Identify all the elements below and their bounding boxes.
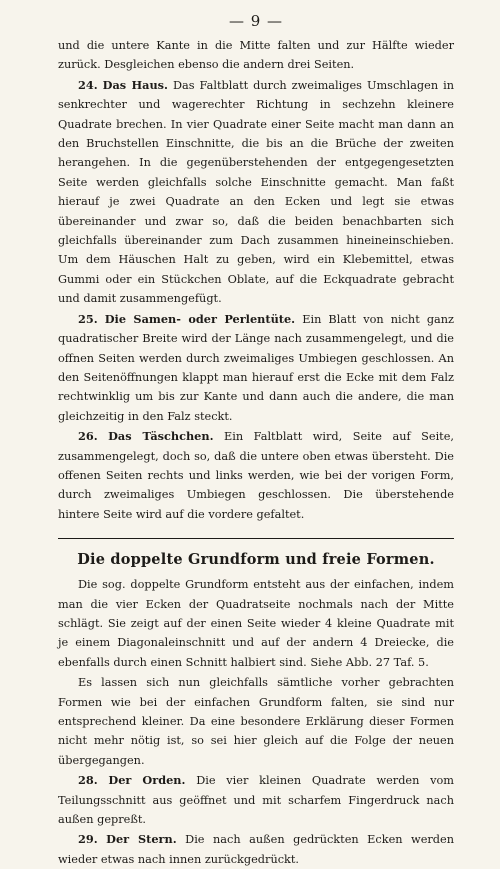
section-number: 28. — [78, 773, 98, 788]
section-number: 29. — [78, 832, 98, 847]
section-29 — [58, 830, 454, 869]
section-24 — [58, 76, 454, 309]
section-28 — [58, 771, 454, 829]
intro-paragraph: und die untere Kante in die Mitte falten und zur Hälfte wieder zurück. Desgleichen ebenso die andern drei Seiten. — [58, 39, 454, 72]
section-heading: Der Stern. — [106, 832, 177, 847]
paragraph-doppelte-grundform: Die sog. doppelte Grundform entsteht aus der einfachen, indem man die vier Ecken der Quadratseite nochmals nach der Mitte schlägt. Sie zeigt auf der einen Seite wieder 4 kleine Quadrate mit je einem Diagonaleinschnitt und auf der andern 4 Dreiecke, die ebenfalls durch einen Schnitt halbiert sind. Siehe Abb. 27 Taf. 5. — [58, 578, 454, 669]
section-number: 24. — [78, 77, 98, 92]
section-heading: Das Täschchen. — [108, 429, 214, 444]
section-number: 26. — [78, 429, 98, 444]
section-heading: Die Samen- oder Perlentüte. — [104, 311, 296, 326]
section-heading: Das Haus. — [102, 77, 168, 92]
page-number: — 9 — — [228, 12, 284, 30]
section-25 — [58, 310, 454, 426]
section-text: Ein Faltblatt wird, Seite auf Seite, zusammengelegt, doch so, daß die untere oben etwas übersteht. Die offenen Seiten rechts und links werden, wie bei der vorigen Form, durch zweimaliges Umbiegen geschlossen. Die überstehende hintere Seite wird auf die vordere gefaltet. — [58, 430, 455, 521]
section-heading: Der Orden. — [108, 773, 186, 788]
section-text: Das Faltblatt durch zweimaliges Umschlagen in senkrechter und wagerechter Richtung in sechzehn kleinere Quadrate brechen. In vier Quadrate einer Seite macht man dann an den Bruchstellen Einschnitte, die bis an die Brüche der zweiten herangehen. In die gegenüberstehenden der entgegengesetzten Seite werden gleichfalls solche Einschnitte gemacht. Man faßt hierauf je zwei Quadrate an den Ecken und legt sie etwas übereinander und zwar so, daß die beiden benachbarten sich gleichfalls übereinander zum Dach zusammen hineineinschieben. Um dem Häuschen Halt zu geben, wird ein Klebemittel, etwas Gummi oder ein Stückchen Oblate, auf die Eckquadrate gebracht und damit zusammengefügt. — [58, 78, 455, 306]
chapter-title: Die doppelte Grundform und freie Formen. — [77, 551, 435, 569]
section-number: 25. — [78, 311, 98, 326]
paragraph-freie-formen: Es lassen sich nun gleichfalls sämtliche vorher gebrachten Formen wie bei der einfachen Grundform falten, sie sind nur entsprechend kleiner. Da eine besondere Erklärung dieser Formen nicht mehr nötig ist, so sei hier gleich auf die Folge der neuen übergegangen. — [58, 676, 454, 767]
section-divider — [58, 538, 454, 539]
section-text: Die nach außen gedrückten Ecken werden wieder etwas nach innen zurückgedrückt. — [58, 833, 454, 866]
section-text: Ein Blatt von nicht ganz quadratischer Breite wird der Länge nach zusammengelegt, und die offnen Seiten werden durch zweimaliges Umbiegen geschlossen. An den Seitenöffnungen klappt man hierauf erst die Ecke mit dem Falz rechtwinklig um bis zur Kante und dann auch die andere, die man gleichzeitig in den Falz steckt. — [58, 312, 455, 423]
section-text: Die vier kleinen Quadrate werden vom Teilungsschnitt aus geöffnet und mit scharfem Fingerdruck nach außen gepreßt. — [58, 774, 455, 827]
section-26 — [58, 427, 454, 524]
